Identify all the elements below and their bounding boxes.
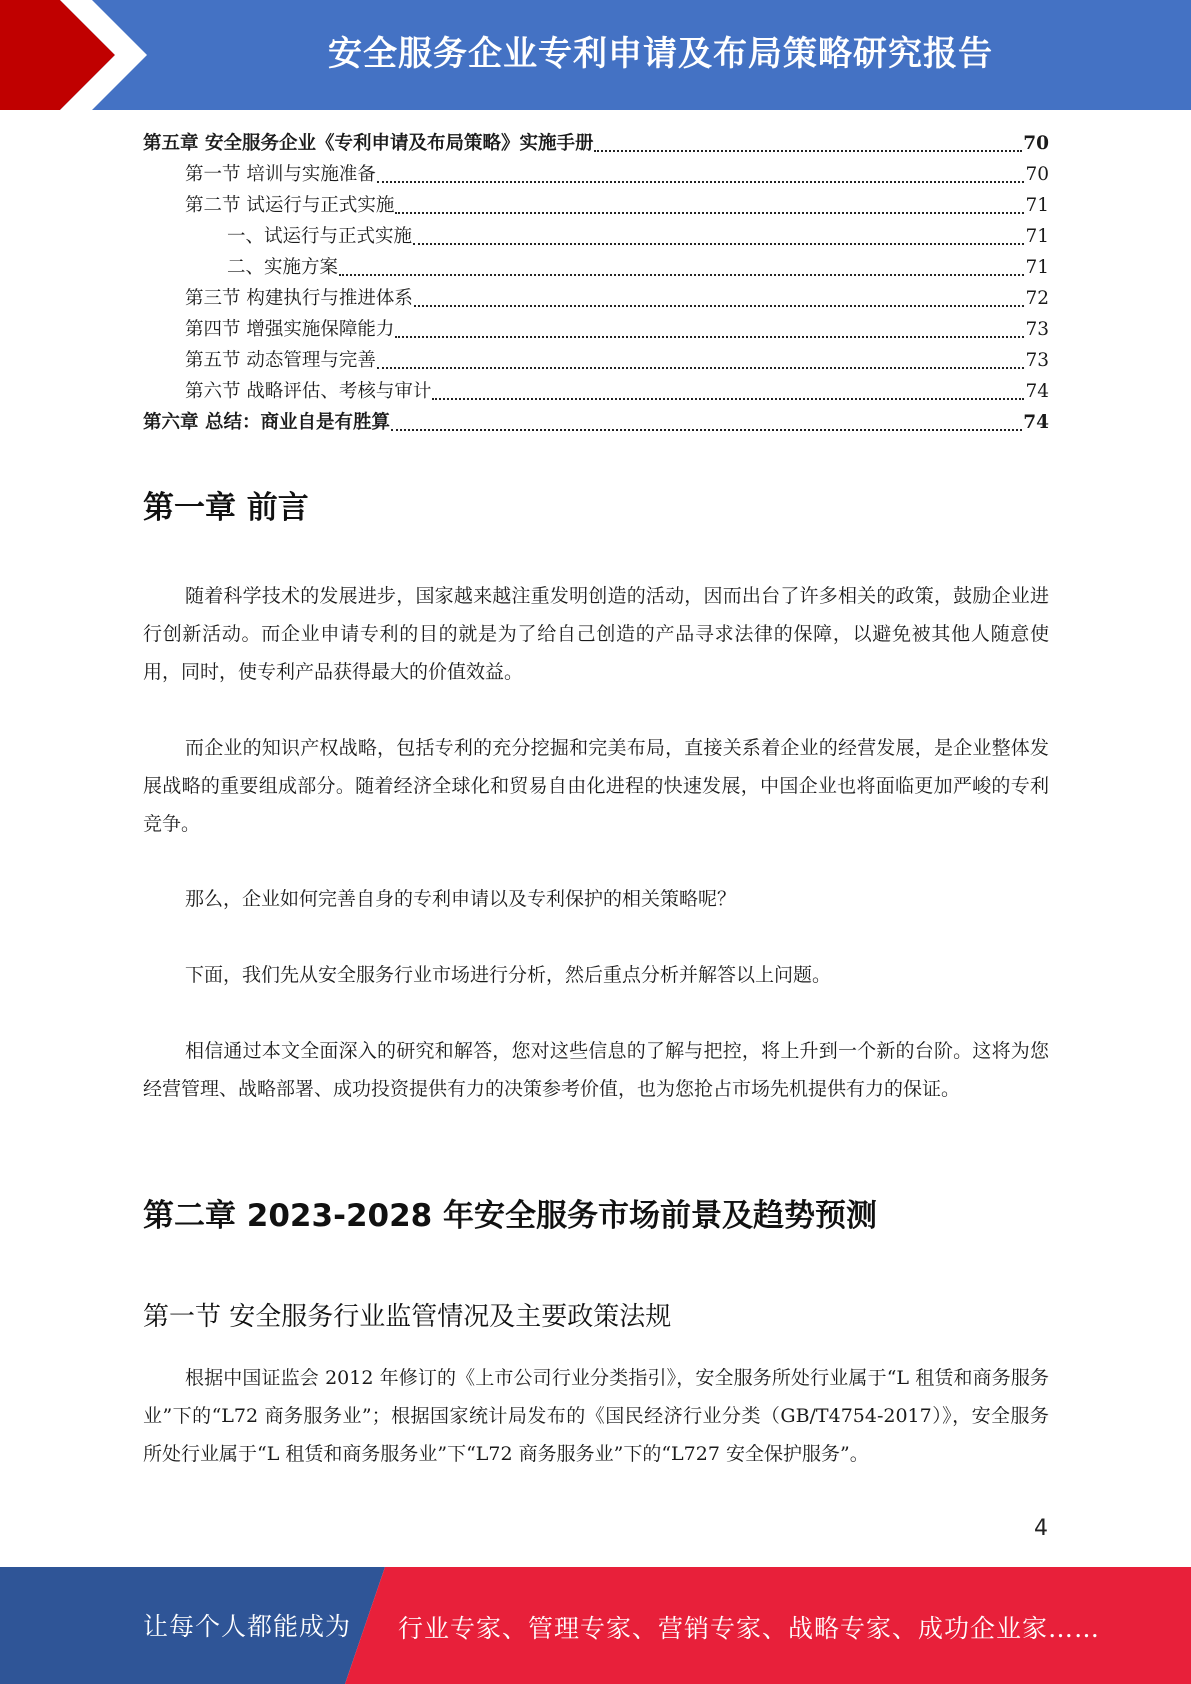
page-footer [0, 1567, 1191, 1684]
table-of-contents [143, 128, 1049, 438]
toc-leader-dots [395, 336, 1024, 338]
toc-entry-page: 74 [1023, 412, 1049, 433]
toc-entry[interactable] [143, 252, 1049, 283]
toc-entry[interactable] [143, 345, 1049, 376]
page-header [0, 0, 1191, 110]
toc-leader-dots [594, 150, 1022, 152]
toc-entry-label: 二、实施方案 [227, 257, 339, 278]
toc-leader-dots [377, 367, 1025, 369]
toc-entry-label: 第五章 安全服务企业《专利申请及布局策略》实施手册 [143, 133, 594, 154]
toc-leader-dots [413, 243, 1024, 245]
toc-leader-dots [395, 212, 1024, 214]
toc-entry[interactable] [143, 221, 1049, 252]
toc-entry-page: 74 [1025, 381, 1049, 402]
toc-entry[interactable] [143, 128, 1049, 159]
toc-entry[interactable] [143, 190, 1049, 221]
toc-entry-page: 71 [1025, 226, 1049, 247]
toc-entry-page: 71 [1025, 257, 1049, 278]
toc-entry-label: 一、试运行与正式实施 [227, 226, 413, 247]
footer-slogan-left: 让每个人都能成为 [143, 1612, 352, 1641]
toc-leader-dots [414, 305, 1025, 307]
header-arrow-graphic [0, 0, 150, 110]
chapter-1-paragraph-4: 下面，我们先从安全服务行业市场进行分析，然后重点分析并解答以上问题。 [185, 964, 832, 986]
toc-entry-page: 73 [1025, 319, 1049, 340]
toc-entry-label: 第六章 总结：商业自是有胜算 [143, 412, 390, 433]
chapter-1-heading: 第一章 前言 [143, 490, 309, 526]
toc-entry-label: 第一节 培训与实施准备 [185, 164, 376, 185]
chapter-1-paragraph-3: 那么，企业如何完善自身的专利申请以及专利保护的相关策略呢？ [185, 888, 737, 910]
toc-entry-label: 第四节 增强实施保障能力 [185, 319, 395, 340]
toc-entry[interactable] [143, 159, 1049, 190]
toc-entry[interactable] [143, 283, 1049, 314]
toc-leader-dots [377, 181, 1025, 183]
chapter-1-paragraph-1: 随着科学技术的发展进步，国家越来越注重发明创造的活动，因而出台了许多相关的政策，鼓励企业进行创新活动。而企业申请专利的目的就是为了给自己创造的产品寻求法律的保障，以避免被其他人随意使用，同时，使专利产品获得最大的价值效益。 [143, 585, 1049, 683]
chapter-1-paragraph-5: 相信通过本文全面深入的研究和解答，您对这些信息的了解与把控，将上升到一个新的台阶。这将为您经营管理、战略部署、成功投资提供有力的决策参考价值，也为您抢占市场先机提供有力的保证。 [143, 1040, 1049, 1100]
toc-entry-page: 73 [1025, 350, 1049, 371]
toc-entry-label: 第二节 试运行与正式实施 [185, 195, 395, 216]
header-title: 安全服务企业专利申请及布局策略研究报告 [328, 34, 993, 74]
toc-leader-dots [432, 398, 1024, 400]
toc-leader-dots [339, 274, 1024, 276]
chapter-1-paragraph-2: 而企业的知识产权战略，包括专利的充分挖掘和完美布局，直接关系着企业的经营发展，是企业整体发展战略的重要组成部分。随着经济全球化和贸易自由化进程的快速发展，中国企业也将面临更加严峻的专利竞争。 [143, 737, 1049, 835]
section-1-heading: 第一节 安全服务行业监管情况及主要政策法规 [143, 1302, 672, 1332]
toc-entry-label: 第五节 动态管理与完善 [185, 350, 376, 371]
chapter-2-heading: 第二章 2023-2028 年安全服务市场前景及趋势预测 [143, 1198, 878, 1234]
toc-entry-page: 70 [1023, 133, 1049, 154]
toc-entry[interactable] [143, 407, 1049, 438]
toc-entry[interactable] [143, 314, 1049, 345]
toc-entry-page: 72 [1025, 288, 1049, 309]
toc-entry-label: 第三节 构建执行与推进体系 [185, 288, 413, 309]
toc-entry-label: 第六节 战略评估、考核与审计 [185, 381, 432, 402]
footer-slogan-right: 行业专家、管理专家、营销专家、战略专家、成功企业家…… [398, 1614, 1101, 1643]
page-number: 4 [1034, 1516, 1048, 1541]
toc-entry[interactable] [143, 376, 1049, 407]
section-1-paragraph: 根据中国证监会 2012 年修订的《上市公司行业分类指引》，安全服务所处行业属于“L 租赁和商务服务业”下的“L72 商务服务业”；根据国家统计局发布的《国民经济行业分类（GB/T4754-2017）》，安全服务所处行业属于“L 租赁和商务服务业”下“L72 商务服务业”下的“L727 安全保护服务”。 [143, 1367, 1049, 1465]
toc-leader-dots [391, 429, 1022, 431]
toc-entry-page: 71 [1025, 195, 1049, 216]
toc-entry-page: 70 [1025, 164, 1049, 185]
